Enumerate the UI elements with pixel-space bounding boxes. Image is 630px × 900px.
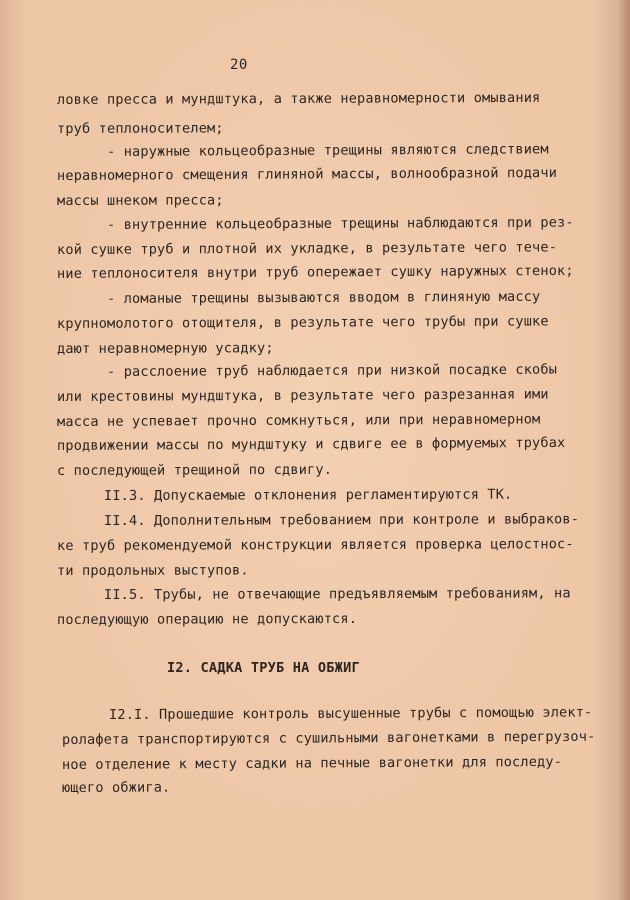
body-line: продвижении массы по мундштуку и сдвиге ее в формуемых трубах (56, 434, 566, 454)
body-line: ти продольных выступов. (56, 562, 249, 579)
body-line: ке труб рекомендуемой конструкции является проверка целостнос- (56, 536, 574, 554)
body-line: ние теплоносителя внутри труб опережает сушку наружных стенок; (56, 262, 574, 282)
body-line: II.3. Допускаемые отклонения регламентируются ТК. (103, 486, 513, 504)
body-line: - расслоение труб наблюдается при низкой посадке скобы (106, 361, 558, 380)
section-line: ющего обжига. (61, 779, 171, 796)
body-line: неравномерного смещения глиняной массы, волнообразной подачи (56, 164, 558, 184)
body-line: труб теплоносителем; (56, 120, 224, 137)
page-number: 20 (230, 57, 248, 73)
body-line: - ломаные трещины вызываются вводом в глиняную массу (106, 288, 541, 307)
section-line: ное отделение к месту садки на печные вагонетки для последу- (61, 753, 563, 773)
body-line: - внутренние кольцеобразные трещины наблюдаются при рез- (106, 214, 574, 233)
body-line: крупномолотого отощителя, в результате чего трубы при сушке (56, 313, 549, 332)
body-line: II.4. Дополнительным требованием при контроле и выбраков- (103, 511, 580, 529)
body-line: масса не успевает прочно сомкнуться, или при неравномерном (56, 411, 541, 430)
section-heading: I2. САДКА ТРУБ НА ОБЖИГ (167, 660, 360, 676)
body-line: или крестовины мундштука, в результате чего разрезанная ими (56, 386, 549, 405)
section-line: I2.I. Прошедшие контроль высушенные трубы с помощью элект- (108, 704, 593, 723)
body-line: дают неравномерную усадку; (56, 340, 274, 357)
body-line: последующую операцию не допускаются. (56, 610, 358, 628)
body-line: массы шнеком пресса; (56, 192, 224, 209)
body-line: ловке пресса и мундштука, а также неравномерности омывания (56, 89, 541, 108)
body-line: - наружные кольцеобразные трещины являются следствием (106, 141, 549, 160)
body-line: с последующей трещиной по сдвигу. (56, 461, 333, 479)
body-line: II.5. Трубы, не отвечающие предъявляемым требованиям, на (103, 585, 571, 603)
section-line: ролафета транспортируются с сушильными вагонетками в перегрузоч- (61, 728, 596, 748)
body-line: кой сушке труб и плотной их укладке, в результате чего тече- (56, 239, 558, 258)
page-edge-shadow (618, 0, 630, 900)
